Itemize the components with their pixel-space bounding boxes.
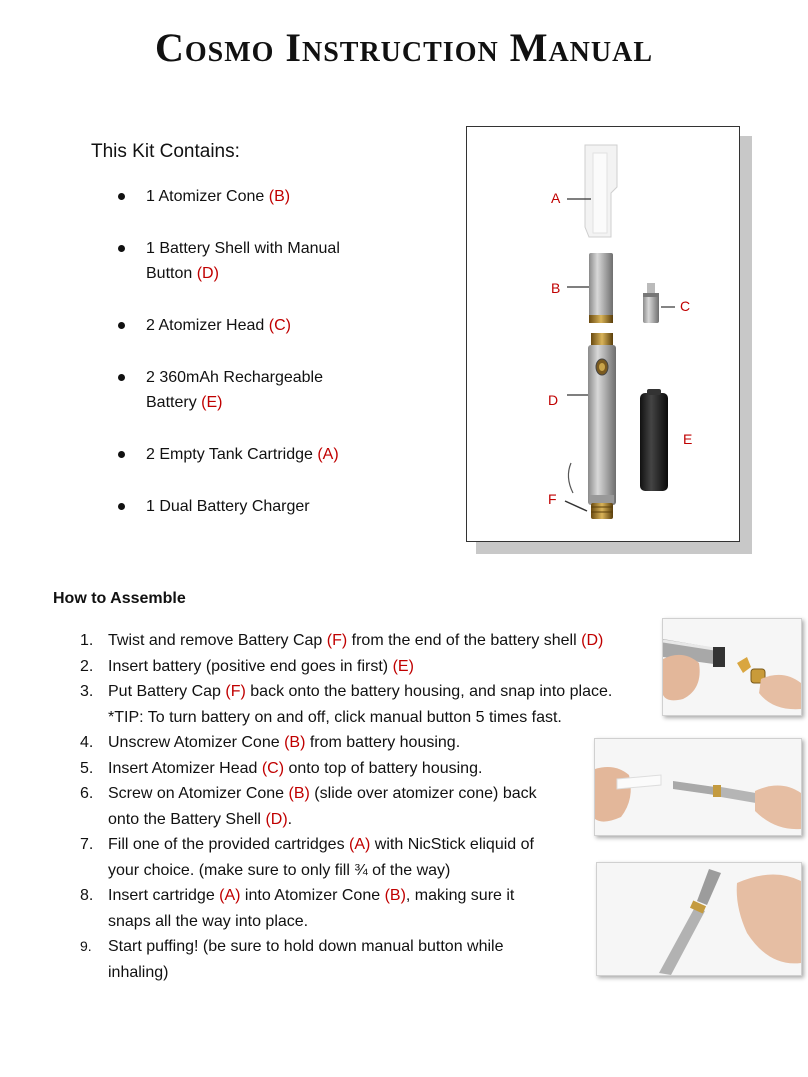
- step-number: 6.: [80, 785, 94, 802]
- part-c-atomizer-head: [643, 283, 659, 323]
- bullet-icon: [118, 374, 125, 381]
- step-text: Put Battery Cap: [108, 683, 226, 700]
- kit-item: [118, 236, 378, 286]
- step-ref: (B): [384, 887, 406, 904]
- step-ref: (E): [392, 657, 414, 675]
- kit-item-text: 2 360mAh Rechargeable Battery: [146, 369, 324, 411]
- parts-diagram-illustration: [467, 127, 739, 541]
- kit-contents-list: [118, 184, 378, 546]
- step-text: back onto the battery housing, and snap into place. *TIP: To turn battery on and off, click manual button 5 times fast.: [108, 683, 613, 726]
- photo-atomizer-illustration: [595, 739, 801, 835]
- kit-item: [118, 184, 378, 209]
- step-ref: (B): [288, 785, 310, 802]
- step-text: .: [287, 810, 293, 828]
- step-text: with NicStick eliquid of your choice. (make sure to only fill ¾ of the way): [108, 836, 534, 879]
- step-text: onto top of battery housing.: [284, 759, 483, 777]
- kit-item: [118, 365, 378, 415]
- bullet-icon: [118, 245, 125, 252]
- step-number: 2.: [80, 657, 94, 675]
- step-ref: (B): [284, 734, 306, 751]
- step-text: from the end of the battery shell: [347, 632, 582, 649]
- step-number: 3.: [80, 683, 94, 700]
- assembly-step: [80, 883, 558, 934]
- bullet-icon: [118, 451, 125, 458]
- part-e-battery: [640, 389, 668, 491]
- part-a-cartridge: [585, 145, 617, 237]
- label-e: E: [683, 431, 693, 447]
- assembly-step: [80, 628, 640, 654]
- kit-item-ref: (B): [268, 188, 291, 205]
- photo-insert-cartridge: [596, 862, 802, 976]
- kit-item-ref: (A): [317, 446, 339, 463]
- step-text: from battery housing.: [305, 734, 461, 751]
- assembly-steps-list: [80, 628, 640, 985]
- step-ref: (A): [349, 836, 371, 853]
- diagram-frame: [466, 126, 740, 542]
- label-c: C: [680, 298, 691, 314]
- label-b: B: [551, 280, 561, 296]
- step-text: Fill one of the provided cartridges: [108, 836, 350, 853]
- step-number: 1.: [80, 632, 94, 649]
- kit-item: [118, 313, 378, 338]
- kit-item-text: 2 Atomizer Head: [146, 317, 265, 334]
- kit-item-text: 1 Battery Shell with Manual Button: [146, 240, 340, 282]
- bullet-icon: [118, 193, 125, 200]
- assembly-step: [80, 679, 640, 730]
- label-a: A: [551, 190, 561, 206]
- kit-item-ref: (E): [201, 394, 223, 411]
- step-text: (slide over atomizer cone) back onto the Battery Shell: [108, 785, 537, 828]
- how-to-assemble-heading: How to Assemble: [53, 590, 186, 607]
- step-number: 4.: [80, 734, 94, 751]
- step-ref: (D): [265, 810, 288, 828]
- step-ref: (D): [581, 632, 604, 649]
- step-text: , making sure it snaps all the way into place.: [108, 887, 515, 930]
- step-text: Start puffing! (be sure to hold down manual button while inhaling): [108, 938, 504, 981]
- kit-contents-heading: This Kit Contains:: [91, 141, 240, 162]
- bullet-icon: [118, 503, 125, 510]
- photo-remove-cap-illustration: [663, 619, 801, 715]
- photo-atomizer-cone: [594, 738, 802, 836]
- assembly-step: [80, 781, 558, 832]
- step-ref: (F): [225, 683, 246, 700]
- step-number: 8.: [80, 887, 94, 904]
- assembly-step: [80, 756, 640, 782]
- assembly-step: [80, 934, 558, 985]
- kit-item-ref: (C): [268, 317, 291, 334]
- photo-remove-battery-cap: [662, 618, 802, 716]
- assembly-step: [80, 832, 558, 883]
- kit-item-ref: (D): [196, 265, 219, 282]
- step-text: into Atomizer Cone: [240, 887, 385, 904]
- part-d-battery-shell: [588, 333, 616, 505]
- step-ref: (A): [219, 887, 241, 904]
- kit-item-text: 1 Atomizer Cone: [146, 188, 265, 205]
- kit-item-text: 1 Dual Battery Charger: [146, 498, 310, 515]
- step-ref: (F): [326, 632, 348, 649]
- label-d: D: [548, 392, 559, 408]
- step-number: 5.: [80, 759, 94, 777]
- page-title: Cosmo Instruction Manual: [154, 25, 654, 70]
- photo-cartridge-illustration: [597, 863, 801, 975]
- kit-item: [118, 494, 378, 519]
- step-text: Unscrew Atomizer Cone: [108, 734, 285, 751]
- parts-diagram: [466, 126, 742, 544]
- step-text: Twist and remove Battery Cap: [108, 632, 327, 649]
- step-text: Insert battery (positive end goes in first): [108, 657, 393, 675]
- kit-item: [118, 442, 378, 467]
- label-f: F: [548, 491, 557, 507]
- bullet-icon: [118, 322, 125, 329]
- assembly-step: [80, 730, 640, 756]
- step-number: 7.: [80, 836, 94, 853]
- kit-item-text: 2 Empty Tank Cartridge: [146, 446, 313, 463]
- step-number: 9.: [80, 938, 92, 954]
- step-text: Screw on Atomizer Cone: [108, 785, 289, 802]
- step-text: Insert Atomizer Head: [108, 759, 262, 777]
- part-b-atomizer-cone: [589, 253, 613, 323]
- step-ref: (C): [261, 759, 285, 777]
- assembly-step: [80, 654, 640, 680]
- step-text: Insert cartridge: [108, 887, 220, 904]
